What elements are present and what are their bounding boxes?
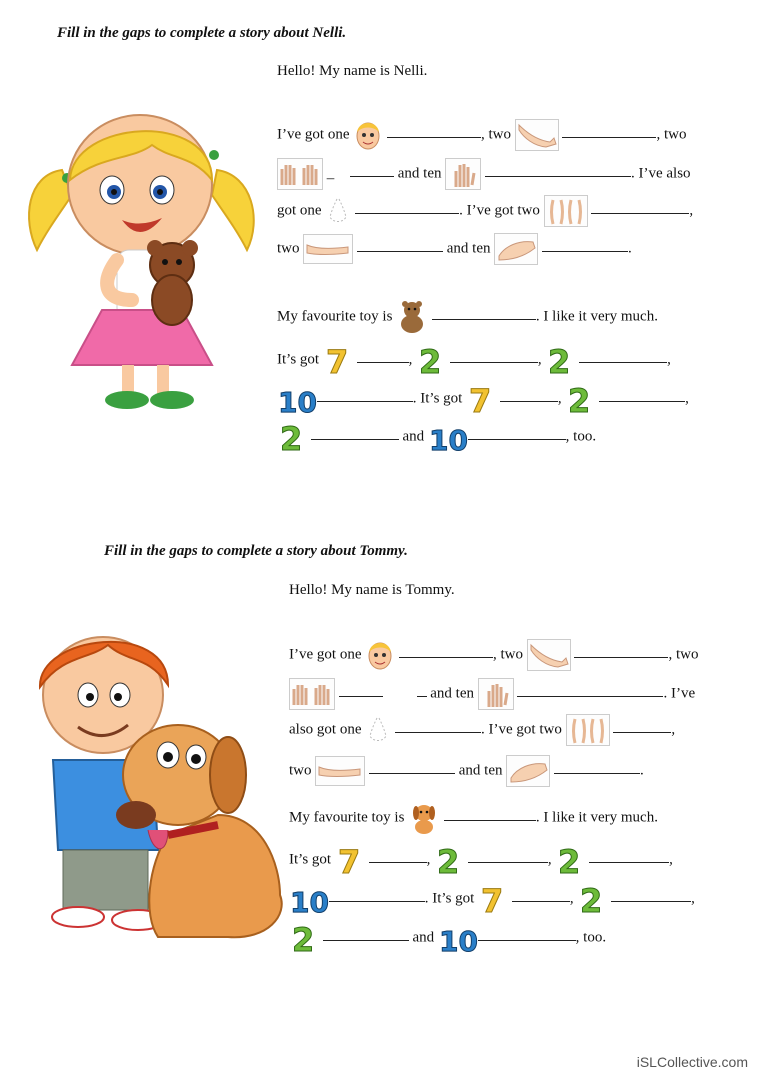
tommy-line-8: 10 . It’s got 7 , 2 ,: [290, 882, 695, 920]
hand-icon: [445, 158, 481, 190]
svg-text:10: 10: [438, 925, 478, 958]
svg-text:2: 2: [437, 843, 460, 881]
legs-icon: [544, 195, 588, 227]
foot-icon: [494, 233, 538, 265]
svg-text:2: 2: [580, 882, 603, 920]
svg-text:7: 7: [325, 343, 349, 381]
svg-text:7: 7: [481, 882, 504, 920]
tommy-line-2: I’ve got one , two , two: [289, 638, 698, 660]
tommy-line-hello: Hello! My name is Tommy.: [289, 582, 455, 598]
number-two-icon: [434, 843, 464, 881]
svg-text:2: 2: [280, 420, 303, 458]
leg-icon: [315, 756, 365, 786]
number-ten-icon: [428, 420, 468, 457]
nelli-line-hello: Hello! My name is Nelli.: [277, 63, 428, 79]
legs-icon: [566, 714, 610, 746]
tommy-line-6: My favourite toy is . I like it very much.: [289, 801, 658, 823]
number-two-icon: [545, 343, 575, 381]
number-two-icon: [577, 882, 607, 920]
girl-illustration: [22, 100, 262, 420]
number-two-icon: [416, 343, 446, 381]
nelli-line-4: got one . I’ve got two ,: [277, 195, 693, 217]
nelli-line-8: 10 . It’s got 7 , 2 ,: [278, 382, 689, 420]
hands-icon: [289, 678, 335, 710]
tommy-line-3: and ten . I’ve: [289, 678, 695, 700]
svg-text:2: 2: [558, 843, 581, 881]
svg-text:10: 10: [428, 424, 468, 457]
boy-face-icon: [365, 638, 395, 672]
footer-watermark: iSLCollective.com: [636, 1054, 748, 1070]
number-ten-icon: [438, 921, 478, 958]
boy-dog-illustration: [18, 615, 290, 950]
svg-text:10: 10: [278, 386, 317, 419]
boy-face-icon: [353, 118, 383, 152]
nelli-line-6: My favourite toy is . I like it very much.: [277, 300, 658, 322]
nelli-line-7: It’s got 7 , 2 , 2 ,: [277, 343, 671, 381]
tommy-line-4: also got one . I’ve got two ,: [289, 714, 675, 736]
number-seven-icon: [466, 382, 496, 420]
nelli-line-9: 2 and 10 , too.: [277, 420, 596, 442]
number-two-icon: [555, 843, 585, 881]
nose-icon: [325, 197, 351, 225]
number-ten-icon: [289, 882, 329, 919]
nelli-line-5: two and ten .: [277, 233, 632, 255]
teddy-bear-icon: [396, 300, 428, 334]
tommy-line-7: It’s got 7 , 2 , 2 ,: [289, 843, 673, 881]
arm-icon: [515, 119, 559, 151]
number-two-icon: [565, 382, 595, 420]
nelli-line-3: _ and ten . I’ve also: [277, 158, 691, 180]
svg-text:2: 2: [292, 921, 315, 959]
svg-text:7: 7: [469, 382, 492, 420]
hands-icon: [277, 158, 323, 190]
number-seven-icon: [478, 882, 508, 920]
svg-text:2: 2: [548, 343, 571, 381]
foot-icon: [506, 755, 550, 787]
leg-icon: [303, 234, 353, 264]
svg-text:2: 2: [568, 382, 591, 420]
arm-icon: [527, 639, 571, 671]
tommy-line-9: 2 and 10 , too.: [289, 921, 606, 943]
nelli-line-2: I’ve got one , two , two: [277, 118, 686, 140]
instruction-tommy: Fill in the gaps to complete a story about Tommy.: [104, 543, 408, 559]
nose-icon: [365, 716, 391, 744]
number-seven-icon: [335, 843, 365, 881]
dog-toy-icon: [408, 801, 440, 835]
instruction-nelli: Fill in the gaps to complete a story about Nelli.: [57, 25, 347, 41]
number-ten-icon: [277, 382, 317, 419]
tommy-line-5: two and ten .: [289, 755, 644, 777]
number-two-icon: [277, 420, 307, 458]
svg-text:2: 2: [419, 343, 442, 381]
svg-text:10: 10: [290, 886, 329, 919]
number-seven-icon: [323, 343, 353, 381]
svg-text:7: 7: [337, 843, 361, 881]
hand-icon: [478, 678, 514, 710]
number-two-icon: [289, 921, 319, 959]
